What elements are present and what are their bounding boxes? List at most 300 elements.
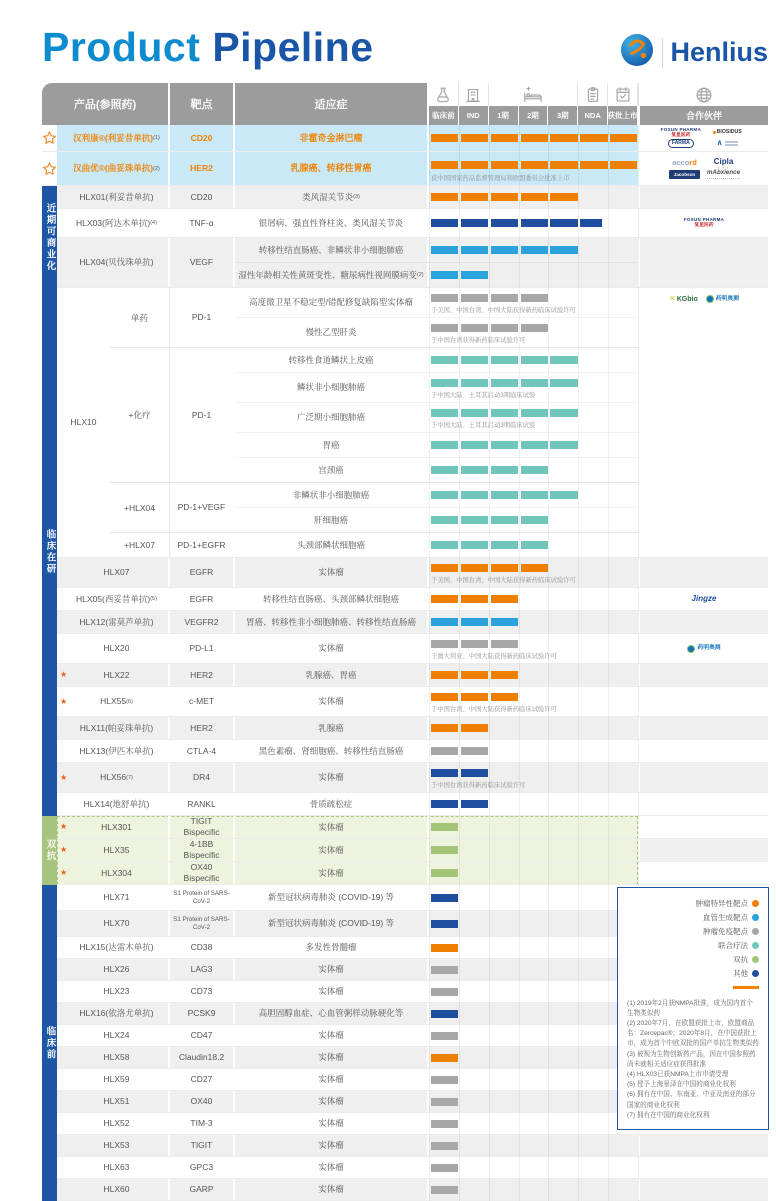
target-label: 4-1BB Bispecific [170, 839, 235, 861]
indication-label: 实体瘤 [235, 862, 429, 884]
rail-spacer [42, 839, 57, 861]
indication-label: 肝细胞癌 [235, 508, 429, 532]
bar-note: 获中国国家药品监督管理局和欧盟委员会批准上市 [431, 175, 570, 182]
partner-cell [638, 186, 768, 208]
bar-note: 于中国大陆、土耳其启动3期临床试验 [431, 422, 536, 429]
rail-spacer [42, 1179, 57, 1200]
partner-cell [638, 763, 768, 792]
phase-track [429, 1047, 638, 1068]
phase-progress-bar [431, 640, 521, 648]
bar-note: 于中国台湾获得新药临床试验许可 [431, 782, 526, 789]
phase-progress-bar [431, 1054, 461, 1062]
target-label: GARP [170, 1179, 235, 1200]
calendar-check-icon [608, 83, 638, 106]
product-name: HLX04(贝伐珠单抗) [57, 238, 170, 287]
phase-track [429, 588, 638, 610]
legend-label: 双抗 [733, 955, 748, 964]
phase-track [429, 1069, 638, 1090]
phase-track [429, 558, 638, 587]
combination-group [110, 288, 638, 347]
legend-label: 血管生成靶点 [703, 913, 748, 922]
phase-track [429, 373, 638, 402]
product-name: ★ HLX55 (6) [57, 687, 170, 716]
section-label-bispecific: 双抗 [42, 816, 57, 885]
table-header [42, 83, 768, 125]
indication-label: 非霍奇金淋巴瘤 [235, 125, 429, 151]
pipeline-row [235, 862, 638, 884]
product-name: ★ HLX304 [57, 862, 170, 884]
target-label: PD-L1 [170, 634, 235, 663]
footnote: (7) 拥有在中国的商业化权利 [627, 1111, 710, 1119]
phase-progress-bar [431, 564, 550, 572]
phase-progress-bar [431, 595, 521, 603]
indication-label: 实体瘤 [235, 981, 429, 1002]
product-name: HLX51 [57, 1091, 170, 1112]
product-row-group [42, 862, 768, 885]
phase-progress-bar [431, 724, 491, 732]
rail-spacer [42, 981, 57, 1002]
indication-label: 乳腺癌 [235, 717, 429, 739]
first-in-class-star-icon: ★ [60, 670, 68, 680]
product-name: HLX59 [57, 1069, 170, 1090]
phase-progress-bar [431, 869, 461, 877]
partner-cell [638, 717, 768, 739]
phase-track [429, 458, 638, 482]
globe-icon [638, 83, 768, 106]
rail-spacer [42, 634, 57, 663]
product-name: HLX05(西妥昔单抗) (5) [57, 588, 170, 610]
phase-progress-bar [431, 379, 580, 387]
rail-spacer [42, 937, 57, 958]
target-label: PD-1+VEGF [170, 483, 235, 532]
first-in-class-star-icon: ★ [60, 868, 68, 878]
product-name: HLX15(达雷木单抗) [57, 937, 170, 958]
product-name: HLX10 [57, 288, 110, 557]
partner-logo-wuxi: 药明奥测 [687, 645, 720, 653]
target-label: c-MET [170, 687, 235, 716]
target-label: CD73 [170, 981, 235, 1002]
phase-progress-bar [431, 161, 640, 169]
target-label: HER2 [170, 664, 235, 686]
bar-note: 于中国大陆、土耳其启动3期临床试验 [431, 392, 536, 399]
product-name: HLX70 [57, 911, 170, 936]
phase-progress-bar [431, 693, 521, 701]
bar-note: 于中国台湾、中国大陆获得新药临床试验许可 [431, 706, 557, 713]
phase-progress-bar [431, 988, 461, 996]
bar-note: 于澳大利亚、中国大陆获得新药临床试验许可 [431, 653, 557, 660]
pipeline-row [235, 288, 638, 317]
rail-spacer [42, 1025, 57, 1046]
partner-logo-wuxi: 药明奥测 [706, 295, 739, 303]
page-title: Product Pipeline [42, 24, 374, 70]
combination-label: +HLX04 [110, 483, 170, 532]
phase-track [429, 209, 638, 237]
phase-track [429, 533, 638, 557]
partner-cell [638, 1157, 768, 1178]
phase-track [429, 1025, 638, 1046]
legend-label: 肿瘤特异性靶点 [695, 899, 748, 908]
phase-progress-bar [431, 356, 580, 364]
rail-spacer [42, 1135, 57, 1156]
rail-spacer [42, 1069, 57, 1090]
partner-cell [638, 664, 768, 686]
rail-spacer [42, 763, 57, 792]
pipeline-row [235, 1091, 638, 1112]
phase-track [429, 1179, 638, 1200]
pipeline-row [235, 238, 638, 262]
indication-label: 黑色素瘤、肾细胞癌、转移性结直肠癌 [235, 740, 429, 762]
indication-label: 实体瘤 [235, 1069, 429, 1090]
partner-cell [638, 634, 768, 663]
indication-label: 银屑病、强直性脊柱炎、类风湿关节炎 [235, 209, 429, 237]
partner-cell [638, 558, 768, 587]
phase-track [429, 433, 638, 457]
phase-track [429, 763, 638, 792]
building-icon [459, 83, 489, 106]
partner-cell [638, 687, 768, 716]
phase-progress-bar [431, 324, 550, 332]
pipeline-row [235, 125, 638, 151]
target-label: OX40 [170, 1091, 235, 1112]
partner-cell [638, 125, 768, 151]
phase-progress-bar [431, 1010, 461, 1018]
phase-progress-bar [431, 1076, 461, 1084]
pipeline-row [235, 1047, 638, 1068]
legend-dot [752, 914, 759, 921]
rail-spacer [42, 1003, 57, 1024]
product-row-group [42, 1157, 768, 1179]
pipeline-row [235, 839, 638, 861]
indication-label: 实体瘤 [235, 634, 429, 663]
pipeline-row [235, 402, 638, 432]
partner-logo-jingze: Jingze [691, 593, 717, 603]
phase-track [429, 483, 638, 507]
indication-label: 胃癌 [235, 433, 429, 457]
indication-label: 实体瘤 [235, 1179, 429, 1200]
product-name: HLX11(帕妥珠单抗) [57, 717, 170, 739]
phase-progress-bar [431, 944, 461, 952]
partner-cell [638, 288, 768, 557]
target-label: S1 Protein of SARS-CoV-2 [170, 885, 235, 910]
rail-spacer [42, 740, 57, 762]
target-label: Claudin18.2 [170, 1047, 235, 1068]
product-row-group [42, 238, 768, 288]
section-label-preclinical: 临床前 [42, 885, 57, 1201]
footnote: (3) 被视为生物创新药产品，因在中国参照药尚未就相关适应症获得批准 [627, 1050, 756, 1068]
logo-divider [662, 38, 663, 68]
phase-track [429, 403, 638, 432]
phase-header-5: 3期 [548, 106, 578, 125]
approved-bar-legend-line [733, 986, 759, 989]
phase-progress-bar [431, 271, 491, 279]
phase-progress-bar [431, 1120, 461, 1128]
indication-label: 实体瘤 [235, 1157, 429, 1178]
rail-spacer [42, 209, 57, 237]
rail-spacer [42, 1091, 57, 1112]
phase-track [429, 839, 638, 861]
product-name: HLX71 [57, 885, 170, 910]
indication-label: 实体瘤 [235, 816, 429, 838]
brand-name: Henlius [670, 37, 768, 67]
first-in-class-star-icon [42, 125, 57, 151]
phase-progress-bar [431, 846, 461, 854]
indication-label: 宫颈癌 [235, 458, 429, 482]
indication-label: 多发性骨髓瘤 [235, 937, 429, 958]
rail-spacer [42, 793, 57, 815]
product-name: HLX12(雷莫芦单抗) [57, 611, 170, 633]
indication-label: 新型冠状病毒肺炎 (COVID-19) 等 [235, 885, 429, 910]
legend-and-footnotes-box [617, 887, 769, 1130]
indication-label: 高胆固醇血症、心血管粥样动脉硬化等 [235, 1003, 429, 1024]
legend-dot [752, 928, 759, 935]
header-partner [638, 83, 768, 125]
phase-header-6: NDA [578, 106, 608, 125]
pipeline-row [235, 634, 638, 663]
first-in-class-star-icon [42, 152, 57, 185]
phase-track [429, 793, 638, 815]
pipeline-row [235, 262, 638, 287]
partner-cell [638, 152, 768, 185]
pipeline-row [235, 1069, 638, 1090]
target-label: DR4 [170, 763, 235, 792]
rail-spacer [42, 588, 57, 610]
phase-progress-bar [431, 1186, 461, 1194]
phase-progress-bar [431, 823, 461, 831]
phase-track [429, 816, 638, 838]
pipeline-row [235, 816, 638, 838]
bar-note: 于中国台湾获得新药临床试验许可 [431, 337, 526, 344]
product-name: HLX63 [57, 1157, 170, 1178]
phase-track [429, 238, 638, 262]
target-label: TIGIT [170, 1135, 235, 1156]
phase-track [429, 125, 638, 151]
pipeline-row [235, 457, 638, 482]
phase-track [429, 1003, 638, 1024]
section-label-near: 近期可商业化 [42, 186, 57, 288]
phase-track [429, 1157, 638, 1178]
indication-label: 实体瘤 [235, 839, 429, 861]
legend-item [627, 926, 759, 937]
partner-logo-fosun: FOSUN PHARMA 复星医药 [660, 126, 701, 138]
rail-spacer [42, 1047, 57, 1068]
first-in-class-star-icon: ★ [60, 696, 68, 706]
indication-label: 实体瘤 [235, 959, 429, 980]
pipeline-row [235, 937, 638, 958]
indication-label: 乳腺癌、转移性胃癌 [235, 152, 429, 185]
phase-progress-bar [431, 409, 580, 417]
product-row-group [42, 209, 768, 238]
target-label: CTLA-4 [170, 740, 235, 762]
phase-header-2: IND [459, 106, 489, 125]
target-label: LAG3 [170, 959, 235, 980]
indication-label: 鳞状非小细胞肺癌 [235, 373, 429, 402]
phase-track [429, 288, 638, 317]
target-label: GPC3 [170, 1157, 235, 1178]
header-indication: 适应症 [235, 83, 429, 125]
rail-spacer [42, 687, 57, 716]
rail-spacer [42, 186, 57, 208]
product-row-group [42, 816, 768, 839]
indication-label: 慢性乙型肝炎 [235, 318, 429, 347]
phase-progress-bar [431, 920, 461, 928]
phase-progress-bar [431, 516, 550, 524]
product-name: HLX52 [57, 1113, 170, 1134]
pipeline-row [235, 507, 638, 532]
partner-cell [638, 793, 768, 815]
rail-spacer [42, 1113, 57, 1134]
product-name: HLX01(利妥昔单抗) [57, 186, 170, 208]
target-label: S1 Protein of SARS-CoV-2 [170, 911, 235, 936]
partner-cell [638, 1135, 768, 1156]
first-in-class-star-icon: ★ [60, 845, 68, 855]
indication-label: 胃癌、转移性非小细胞肺癌、转移性结直肠癌 [235, 611, 429, 633]
product-row-group [42, 839, 768, 862]
henlius-logo [619, 32, 768, 73]
product-row-group [42, 634, 768, 664]
legend-dot [752, 900, 759, 907]
partner-cell [638, 238, 768, 287]
legend-item [627, 940, 759, 951]
pipeline-row [235, 186, 638, 208]
product-name: HLX03(阿达木单抗) (4) [57, 209, 170, 237]
phase-progress-bar [431, 441, 580, 449]
first-in-class-star-icon: ★ [60, 822, 68, 832]
rail-spacer [42, 288, 57, 557]
product-row-group [42, 186, 768, 209]
header-partner-label: 合作伙伴 [638, 106, 768, 125]
legend-item [627, 898, 759, 909]
phase-track [429, 959, 638, 980]
legend-label: 联合疗法 [718, 941, 748, 950]
rail-spacer [42, 885, 57, 910]
pipeline-row [235, 588, 638, 610]
partner-logo-cipla: Cipla • • • [713, 156, 734, 170]
legend-dot [752, 942, 759, 949]
combination-groups [110, 288, 638, 557]
indication-label: 非鳞状非小细胞肺癌 [235, 483, 429, 507]
phase-track [429, 263, 638, 287]
partner-cell [638, 816, 768, 838]
rail-spacer [42, 862, 57, 884]
phase-track [429, 911, 638, 936]
phase-track [429, 1091, 638, 1112]
indication-label: 广泛期小细胞肺癌 [235, 403, 429, 432]
target-label: CD27 [170, 1069, 235, 1090]
pipeline-row [235, 372, 638, 402]
target-label: VEGF [170, 238, 235, 287]
combination-group [110, 482, 638, 532]
product-row-group [42, 1135, 768, 1157]
partner-logo-accord: accord [672, 158, 697, 168]
target-label: TIGIT Bispecific [170, 816, 235, 838]
product-row-group [42, 687, 768, 717]
rail-spacer [42, 664, 57, 686]
partner-cell [638, 588, 768, 610]
pipeline-row [235, 717, 638, 739]
target-label: CD47 [170, 1025, 235, 1046]
clipboard-icon [578, 83, 608, 106]
indication-label: 实体瘤 [235, 687, 429, 716]
target-label: TNF-α [170, 209, 235, 237]
indication-label: 实体瘤 [235, 1047, 429, 1068]
indication-label: 骨质疏松症 [235, 793, 429, 815]
bar-note: 于美国、中国台湾、中国大陆获得新药临床试验许可 [431, 577, 576, 584]
phase-track [429, 740, 638, 762]
target-label: PD-1+EGFR [170, 533, 235, 557]
product-row-group [42, 740, 768, 763]
indication-label: 乳腺癌、胃癌 [235, 664, 429, 686]
header-phases [429, 83, 638, 125]
target-label: PD-1 [170, 348, 235, 482]
rail-spacer [42, 611, 57, 633]
phase-header-3: 1期 [489, 106, 519, 125]
phase-progress-bar [431, 541, 550, 549]
target-label: HER2 [170, 152, 235, 185]
phase-track [429, 717, 638, 739]
target-label: PCSK9 [170, 1003, 235, 1024]
phase-progress-bar [431, 219, 604, 227]
rail-spacer [42, 911, 57, 936]
phase-track [429, 611, 638, 633]
legend-label: 其他 [733, 969, 748, 978]
phase-progress-bar [431, 747, 491, 755]
rail-spacer [42, 1157, 57, 1178]
pipeline-row [235, 1113, 638, 1134]
target-label: PD-1 [170, 288, 235, 347]
product-name: ★ HLX35 [57, 839, 170, 861]
product-name: 汉利康®(利妥昔单抗) (1) [57, 125, 170, 151]
indication-label: 实体瘤 [235, 1113, 429, 1134]
rail-spacer [42, 959, 57, 980]
phase-track [429, 348, 638, 372]
target-label: CD20 [170, 125, 235, 151]
section-label-clinical: 临床在研 [42, 288, 57, 816]
product-name: HLX16(依洛尤单抗) [57, 1003, 170, 1024]
pipeline-row [235, 317, 638, 347]
phase-progress-bar [431, 1142, 461, 1150]
product-name: HLX26 [57, 959, 170, 980]
target-label: CD38 [170, 937, 235, 958]
footnote: (4) HLX03已获NMPA上市申请受理 [627, 1071, 729, 1079]
phase-progress-bar [431, 294, 550, 302]
indication-label: 实体瘤 [235, 1025, 429, 1046]
indication-label: 实体瘤 [235, 763, 429, 792]
pipeline-row [235, 432, 638, 457]
pipeline-row [235, 152, 638, 185]
rail-spacer [42, 238, 57, 287]
phase-progress-bar [431, 800, 491, 808]
pipeline-row [235, 558, 638, 587]
phase-track [429, 186, 638, 208]
product-row-group [42, 558, 768, 588]
indication-label: 头颈部鳞状细胞癌 [235, 533, 429, 557]
combination-group [110, 532, 638, 557]
phase-track [429, 634, 638, 663]
pipeline-row [235, 1135, 638, 1156]
bed-icon [489, 83, 579, 106]
target-label: TIM-3 [170, 1113, 235, 1134]
indication-label: 实体瘤 [235, 1091, 429, 1112]
product-name: HLX53 [57, 1135, 170, 1156]
indication-label: 湿性年龄相关性黄斑变性、糖尿病性视网膜病变 (2) [235, 263, 429, 287]
partner-cell [638, 862, 768, 884]
product-name: HLX20 [57, 634, 170, 663]
partner-cell [638, 1179, 768, 1200]
product-row-group [42, 125, 768, 152]
target-label: HER2 [170, 717, 235, 739]
phase-progress-bar [431, 134, 640, 142]
footnotes [627, 999, 759, 1122]
